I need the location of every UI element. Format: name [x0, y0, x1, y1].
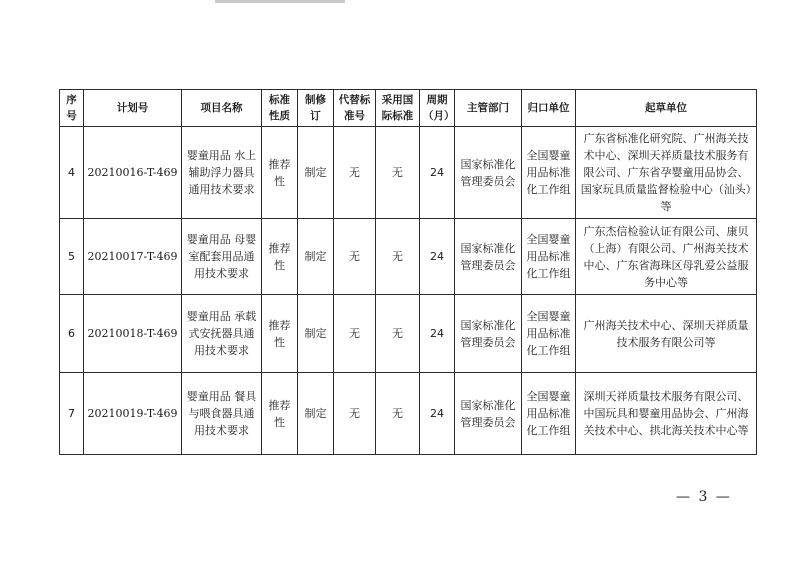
standards-plan-table	[59, 89, 757, 455]
cell-drafting-units: 广东省标准化研究院、广州海关技术中心、深圳天祥质量技术服务有限公司、广东省孕婴童用品协会、国家玩具质量监督检验中心（汕头）等	[576, 127, 757, 219]
cell-international-standard: 无	[376, 219, 420, 295]
cell-technical-committee: 全国婴童用品标准化工作组	[522, 219, 576, 295]
cell-period: 24	[420, 127, 455, 219]
cell-revision-type: 制定	[298, 373, 334, 455]
cell-seq: 6	[60, 295, 84, 373]
cell-period: 24	[420, 219, 455, 295]
cell-revision-type: 制定	[298, 219, 334, 295]
cell-technical-committee: 全国婴童用品标准化工作组	[522, 127, 576, 219]
cell-project-name: 婴童用品 承载式安抚器具通用技术要求	[182, 295, 262, 373]
cell-plan-number: 20210018-T-469	[84, 295, 182, 373]
header-period: 周期（月）	[420, 90, 455, 127]
cell-authority: 国家标准化管理委员会	[455, 127, 522, 219]
header-project-name: 项目名称	[182, 90, 262, 127]
cell-replaced-standard: 无	[334, 295, 376, 373]
cell-replaced-standard: 无	[334, 127, 376, 219]
cell-revision-type: 制定	[298, 295, 334, 373]
header-technical-committee: 归口单位	[522, 90, 576, 127]
page-number: — 3 —	[676, 489, 732, 505]
cell-plan-number: 20210019-T-469	[84, 373, 182, 455]
cell-period: 24	[420, 373, 455, 455]
cell-replaced-standard: 无	[334, 373, 376, 455]
cell-international-standard: 无	[376, 295, 420, 373]
cell-nature: 推荐性	[262, 295, 298, 373]
header-authority: 主管部门	[455, 90, 522, 127]
cell-plan-number: 20210017-T-469	[84, 219, 182, 295]
cell-drafting-units: 广东杰信检验认证有限公司、康贝（上海）有限公司、广州海关技术中心、广东省海珠区母乳爱公益服务中心等	[576, 219, 757, 295]
cell-project-name: 婴童用品 母婴室配套用品通用技术要求	[182, 219, 262, 295]
header-replaced-standard: 代替标准号	[334, 90, 376, 127]
cell-international-standard: 无	[376, 373, 420, 455]
header-revision-type: 制修订	[298, 90, 334, 127]
cell-drafting-units: 广州海关技术中心、深圳天祥质量技术服务有限公司等	[576, 295, 757, 373]
header-seq: 序号	[60, 90, 84, 127]
cell-seq: 7	[60, 373, 84, 455]
cell-authority: 国家标准化管理委员会	[455, 373, 522, 455]
cell-project-name: 婴童用品 水上辅助浮力器具通用技术要求	[182, 127, 262, 219]
cell-technical-committee: 全国婴童用品标准化工作组	[522, 295, 576, 373]
cell-period: 24	[420, 295, 455, 373]
header-international-standard: 采用国际标准	[376, 90, 420, 127]
cell-authority: 国家标准化管理委员会	[455, 295, 522, 373]
cell-seq: 5	[60, 219, 84, 295]
cell-drafting-units: 深圳天祥质量技术服务有限公司、中国玩具和婴童用品协会、广州海关技术中心、拱北海关技术中心等	[576, 373, 757, 455]
table-row	[60, 373, 757, 455]
header-drafting-units: 起草单位	[576, 90, 757, 127]
cell-authority: 国家标准化管理委员会	[455, 219, 522, 295]
cell-nature: 推荐性	[262, 219, 298, 295]
cell-replaced-standard: 无	[334, 219, 376, 295]
header-nature: 标准性质	[262, 90, 298, 127]
table-row	[60, 295, 757, 373]
table-row	[60, 127, 757, 219]
cell-seq: 4	[60, 127, 84, 219]
cell-nature: 推荐性	[262, 127, 298, 219]
cell-international-standard: 无	[376, 127, 420, 219]
cell-technical-committee: 全国婴童用品标准化工作组	[522, 373, 576, 455]
scan-artifact	[215, 0, 345, 3]
header-plan-number: 计划号	[84, 90, 182, 127]
table-header-row	[60, 90, 757, 127]
cell-project-name: 婴童用品 餐具与喂食器具通用技术要求	[182, 373, 262, 455]
cell-nature: 推荐性	[262, 373, 298, 455]
cell-revision-type: 制定	[298, 127, 334, 219]
cell-plan-number: 20210016-T-469	[84, 127, 182, 219]
table-row	[60, 219, 757, 295]
